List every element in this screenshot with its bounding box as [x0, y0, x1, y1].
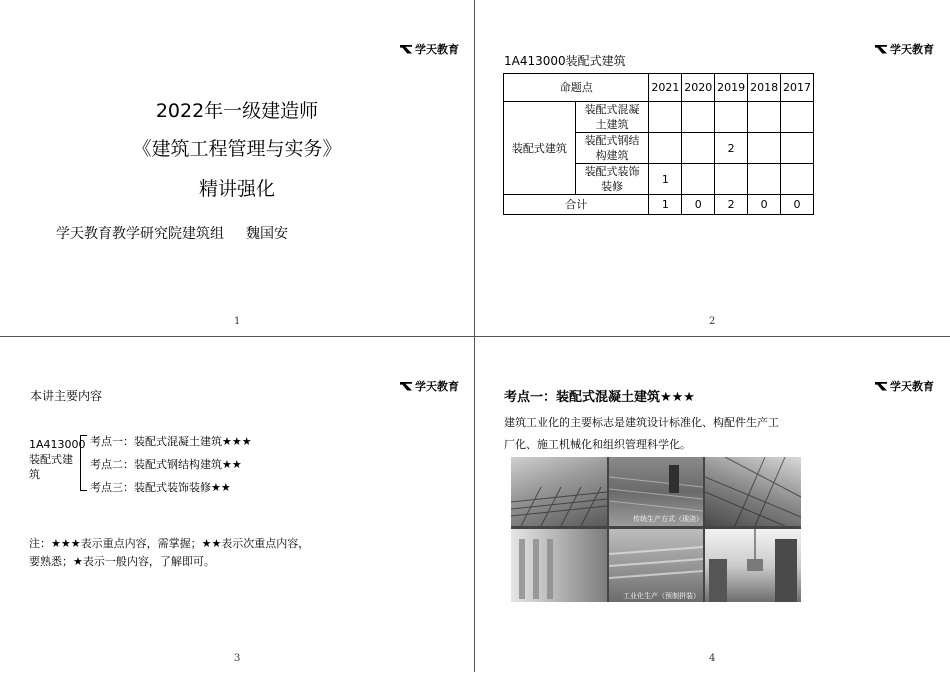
row-label: 装配式钢结 构建筑: [575, 133, 649, 164]
total-cell: 2: [715, 195, 748, 215]
table-header-row: [504, 74, 814, 102]
outline-item: 考点二：装配式钢结构建筑★★: [90, 458, 242, 471]
title-line-3: 精讲强化: [198, 178, 275, 200]
total-cell: 0: [781, 195, 814, 215]
table-cell: [748, 164, 781, 195]
header-year: 2021: [649, 74, 682, 102]
title-line-1: 2022年一级建造师: [155, 100, 319, 122]
table-cell: [781, 164, 814, 195]
photo-rebar-mesh: [705, 457, 801, 526]
logo-text: 学天教育: [415, 380, 459, 393]
table-cell: [649, 102, 682, 133]
outline-brace: [80, 435, 87, 491]
logo-text: 学天教育: [415, 43, 459, 56]
author-line: [56, 223, 288, 243]
photo-precast-molds: [511, 529, 607, 602]
table-cell: [781, 133, 814, 164]
table-cell: 1: [649, 164, 682, 195]
exam-table: [503, 73, 814, 215]
logo-text: 学天教育: [890, 380, 934, 393]
outline-root: 1A413000 装配式建 筑: [29, 438, 86, 481]
table-cell: [682, 102, 715, 133]
slide-1: [0, 0, 474, 336]
body-line-2: 厂化、施工机械化和组织管理科学化。: [504, 438, 691, 451]
outline-item: 考点三：装配式装饰装修★★: [90, 481, 231, 494]
section-heading: 考点一：装配式混凝土建筑★★★: [504, 390, 695, 405]
mesh-icon: [705, 457, 801, 526]
logo: [400, 378, 459, 394]
author-name: 魏国安: [246, 226, 288, 242]
logo-icon: [875, 382, 887, 391]
table-total-row: [504, 195, 814, 215]
group-label: 装配式建筑: [504, 102, 576, 195]
table-cell: [682, 133, 715, 164]
slide-3: [0, 337, 474, 673]
photo-formwork-workers: [609, 457, 703, 526]
logo-text: 学天教育: [890, 43, 934, 56]
table-cell: [682, 164, 715, 195]
page-number: 2: [709, 316, 716, 327]
rebar-grid-icon: [511, 457, 607, 526]
photo-rebar-site: [511, 457, 607, 526]
header-year: 2018: [748, 74, 781, 102]
table-cell: [715, 102, 748, 133]
construction-photo-collage: [511, 457, 801, 602]
total-cell: 0: [682, 195, 715, 215]
note-line-2: 要熟悉；★表示一般内容，了解即可。: [29, 555, 215, 568]
page-number: 4: [709, 653, 716, 664]
slide-2: [475, 0, 949, 336]
photo-factory-production: [609, 529, 703, 602]
header-year: 2020: [682, 74, 715, 102]
table-cell: [715, 164, 748, 195]
precast-panels-icon: [511, 529, 607, 602]
page-number: 3: [234, 653, 241, 664]
section-heading: 本讲主要内容: [30, 389, 103, 403]
logo-icon: [875, 45, 887, 54]
total-cell: 0: [748, 195, 781, 215]
page-number: 1: [234, 316, 241, 327]
title-line-2: 《建筑工程管理与实务》: [132, 138, 342, 160]
header-topic: 命题点: [504, 74, 649, 102]
total-label: 合计: [504, 195, 649, 215]
caption-bottom: 工业化生产（预制拼装）: [623, 592, 700, 600]
table-cell: [748, 102, 781, 133]
photo-crane-assembly: [705, 529, 801, 602]
logo: [875, 41, 934, 57]
author-org: 学天教育教学研究院建筑组: [56, 226, 224, 242]
header-year: 2019: [715, 74, 748, 102]
logo: [875, 378, 934, 394]
row-label: 装配式装饰 装修: [575, 164, 649, 195]
logo-icon: [400, 382, 412, 391]
logo: [400, 41, 459, 57]
table-cell: [748, 133, 781, 164]
slide-4: [475, 337, 949, 673]
logo-icon: [400, 45, 412, 54]
note-line-1: 注：★★★表示重点内容，需掌握；★★表示次重点内容，: [29, 537, 310, 550]
table-row: [504, 102, 814, 133]
body-line-1: 建筑工业化的主要标志是建筑设计标准化、构配件生产工: [504, 416, 779, 429]
crane-icon: [705, 529, 801, 602]
row-label: 装配式混凝 土建筑: [575, 102, 649, 133]
outline-item: 考点一：装配式混凝土建筑★★★: [90, 435, 252, 448]
table-cell: 2: [715, 133, 748, 164]
section-heading: 1A413000装配式建筑: [504, 54, 626, 68]
table-cell: [649, 133, 682, 164]
header-year: 2017: [781, 74, 814, 102]
table-cell: [781, 102, 814, 133]
caption-top: 传统生产方式（现浇）: [633, 515, 703, 523]
total-cell: 1: [649, 195, 682, 215]
